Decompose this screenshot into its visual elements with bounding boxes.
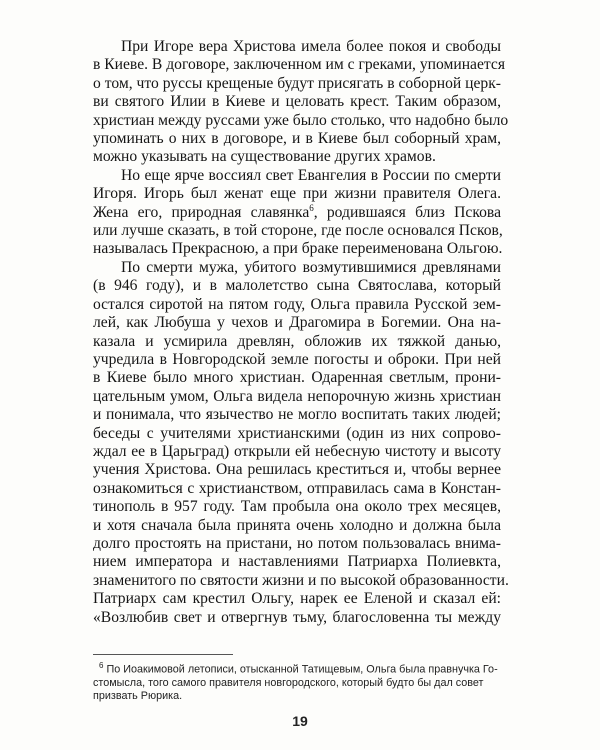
footnote-reference[interactable]: 6: [309, 202, 314, 213]
text-line: казала и усмирила древлян, обложив их тяжкой данью,: [93, 332, 501, 350]
text-line: Жена его, природная славянка$^6$, родившаяся близ Пскова: [93, 202, 501, 221]
text-line: тинополь в 957 году. Там пробыла она около трех месяцев,: [93, 498, 501, 516]
text-line: Патриарх сам крестил Ольгу, нарек ее Еленой и сказал ей:: [93, 590, 501, 608]
main-text: [93, 38, 509, 627]
text-line: знаменитого по святости жизни и по высокой образованности.: [93, 571, 509, 589]
text-line: и понимала, что язычество не могло воспитать таких людей;: [93, 406, 501, 424]
text-line: (в 946 году), и в малолетство сына Святослава, который: [93, 277, 501, 295]
text-line: или лучше сказать, в той стороне, где после основался Псков,: [93, 222, 503, 240]
text-line: христиан между руссами уже было столько, что надобно было: [93, 111, 509, 129]
text-line: и хотя сначала была принята очень холодно и должна была: [93, 516, 501, 534]
text-line: При Игоре вера Христова имела более покоя и свободы: [121, 38, 501, 55]
text-line: ждал ее в Царьград) открыли ей небесную чистоту и высоту: [93, 442, 501, 460]
text-line: Игоря. Игорь был женат еще при жизни правителя Олега.: [93, 185, 501, 203]
footnote-divider: [93, 654, 233, 655]
text-line: цательным умом, Ольга видела непорочную жизнь христиан: [93, 387, 501, 405]
text-line: учредила в Новгородской земле погосты и оброки. При ней: [93, 350, 501, 368]
text-line: По смерти мужа, убитого возмутившимися древлянами: [121, 258, 501, 276]
footnote-line: стомысла, того самого правителя новгородского, который будто бы дал совет: [93, 676, 484, 689]
text-line: остался сиротой на пятом году, Ольга правила Русской зем-: [93, 295, 501, 313]
text-line: можно указывать на существование других храмов.: [93, 148, 436, 166]
text-line: нием императора и наставлениями Патриарха Полиевкта,: [93, 553, 501, 571]
footnote-line: призвать Рюрика.: [93, 690, 183, 702]
page-number: 19: [292, 713, 308, 729]
text-line: упоминать о них в договоре, и в Киеве был соборный храм,: [93, 130, 501, 148]
text-line: ви святого Илии в Киеве и целовать крест. Таким образом,: [93, 93, 501, 111]
text-line: Но еще ярче воссиял свет Евангелия в России по смерти: [121, 166, 501, 184]
text-line: учения Христова. Она решилась креститься и, чтобы вернее: [93, 461, 501, 479]
text-line: беседы с учителями христианскими (один из них сопрово-: [93, 424, 501, 442]
footnote-marker: 6: [99, 661, 104, 670]
text-line: о том, что руссы крещеные будут присягать в соборной церк-: [93, 74, 501, 92]
text-line: в Киеве. В договоре, заключенном им с греками, упоминается: [93, 56, 505, 74]
text-line: ознакомиться с христианством, отправилась сама в Констан-: [93, 479, 501, 497]
text-line: в Киеве было много христиан. Одаренная светлым, прони-: [93, 369, 501, 387]
text-line: называлась Прекрасною, а при браке переименована Ольгою.: [93, 240, 503, 258]
footnote-line: $^6$ По Иоакимовой летописи, отысканной Татищевым, Ольга была правнучка Го-: [99, 661, 498, 676]
text-line: «Возлюбив свет и отвергнув тьму, благословенна ты между: [93, 608, 501, 626]
text-line: долго простоять на пристани, но потом пользовалась внима-: [93, 534, 501, 552]
footnote-block: [93, 659, 503, 703]
text-line: лей, как Любуша у чехов и Драгомира в Богемии. Она на-: [93, 314, 501, 332]
